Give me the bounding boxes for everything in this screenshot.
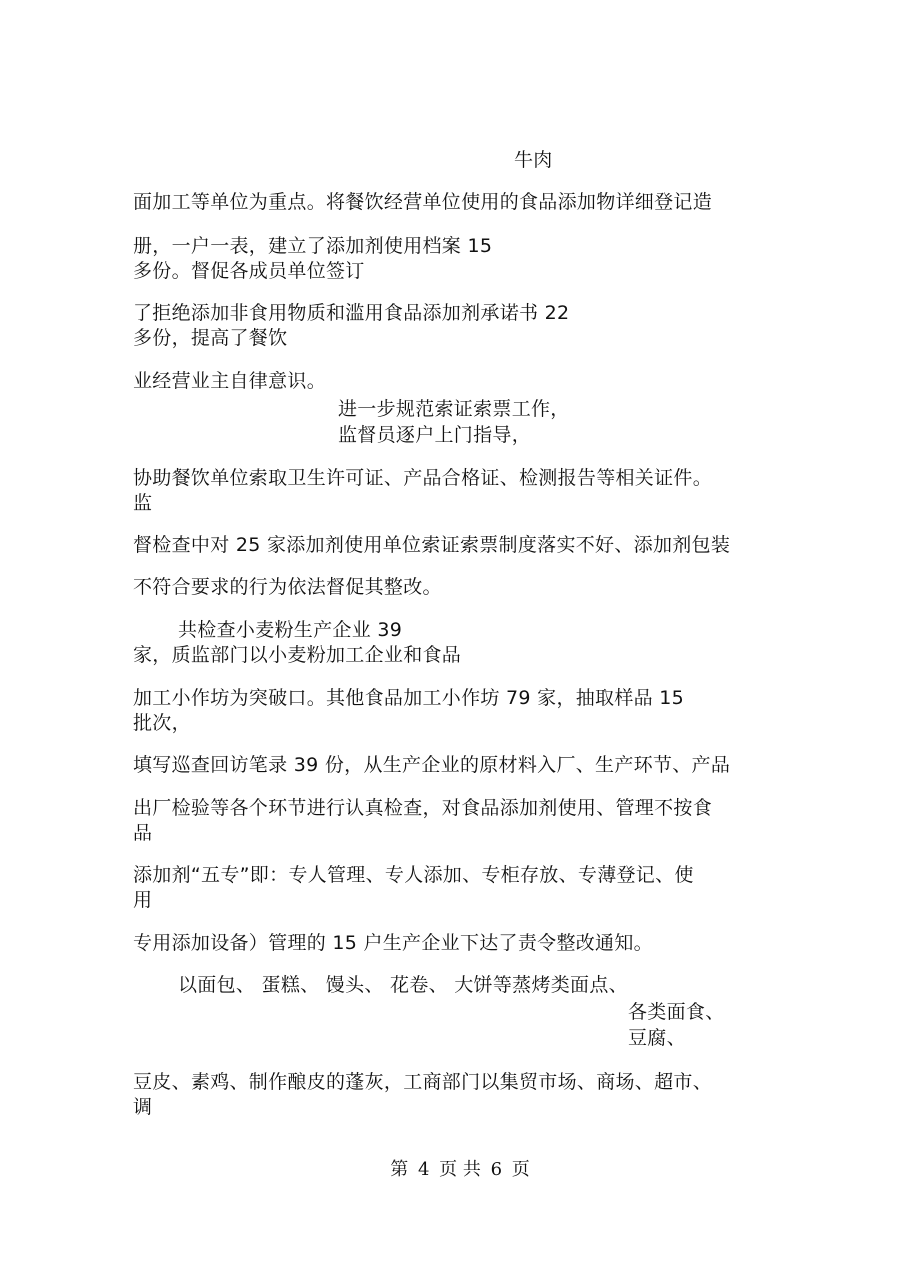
text-line: 专用添加设备）管理的 15 户生产企业下达了责令整改通知。	[133, 932, 653, 954]
footer-current-page: 4	[417, 1159, 430, 1180]
text-line: 调	[133, 1096, 153, 1118]
page-footer	[0, 1158, 920, 1182]
text-line: 业经营业主自律意识。	[133, 370, 327, 392]
text-line: 豆腐、	[628, 1027, 686, 1049]
text-line: 牛肉	[514, 149, 553, 171]
text-line: 品	[133, 822, 153, 844]
text-line: 进一步规范索证索票工作，	[338, 398, 570, 420]
text-line: 填写巡查回访笔录 39 份，从生产企业的原材料入厂、生产环节、产品	[133, 754, 731, 776]
footer-mid: 页 共	[439, 1159, 481, 1180]
text-line: 共检查小麦粉生产企业 39	[178, 619, 403, 641]
text-line: 出厂检验等各个环节进行认真检查，对食品添加剂使用、管理不按食	[133, 797, 713, 819]
text-line: 豆皮、素鸡、制作酿皮的蓬灰，工商部门以集贸市场、商场、超市、	[133, 1071, 713, 1093]
footer-prefix: 第	[390, 1159, 409, 1180]
text-line: 面加工等单位为重点。将餐饮经营单位使用的食品添加物详细登记造	[133, 191, 713, 213]
text-line: 监督员逐户上门指导，	[338, 424, 532, 446]
text-line: 以面包、 蛋糕、 馒头、 花卷、 大饼等蒸烤类面点、	[178, 974, 628, 996]
text-line: 监	[133, 492, 153, 514]
text-line: 不符合要求的行为依法督促其整改。	[133, 576, 442, 598]
text-line: 册，一户一表，建立了添加剂使用档案 15	[133, 235, 493, 257]
text-line: 加工小作坊为突破口。其他食品加工小作坊 79 家，抽取样品 15	[133, 687, 685, 709]
text-line: 各类面食、	[628, 1001, 725, 1023]
text-line: 督检查中对 25 家添加剂使用单位索证索票制度落实不好、添加剂包装	[133, 534, 731, 556]
text-line: 添加剂“五专”即：专人管理、专人添加、专柜存放、专薄登记、使	[133, 864, 694, 886]
text-line: 协助餐饮单位索取卫生许可证、产品合格证、检测报告等相关证件。	[133, 467, 713, 489]
text-line: 批次，	[133, 712, 191, 734]
footer-suffix: 页	[511, 1159, 530, 1180]
text-line: 家，质监部门以小麦粉加工企业和食品	[133, 644, 462, 666]
text-line: 用	[133, 889, 153, 911]
footer-total-pages: 6	[490, 1159, 503, 1180]
text-line: 多份。督促各成员单位签订	[133, 260, 365, 282]
text-line: 多份，提高了餐饮	[133, 327, 288, 349]
text-line: 了拒绝添加非食用物质和滥用食品添加剂承诺书 22	[133, 302, 570, 324]
